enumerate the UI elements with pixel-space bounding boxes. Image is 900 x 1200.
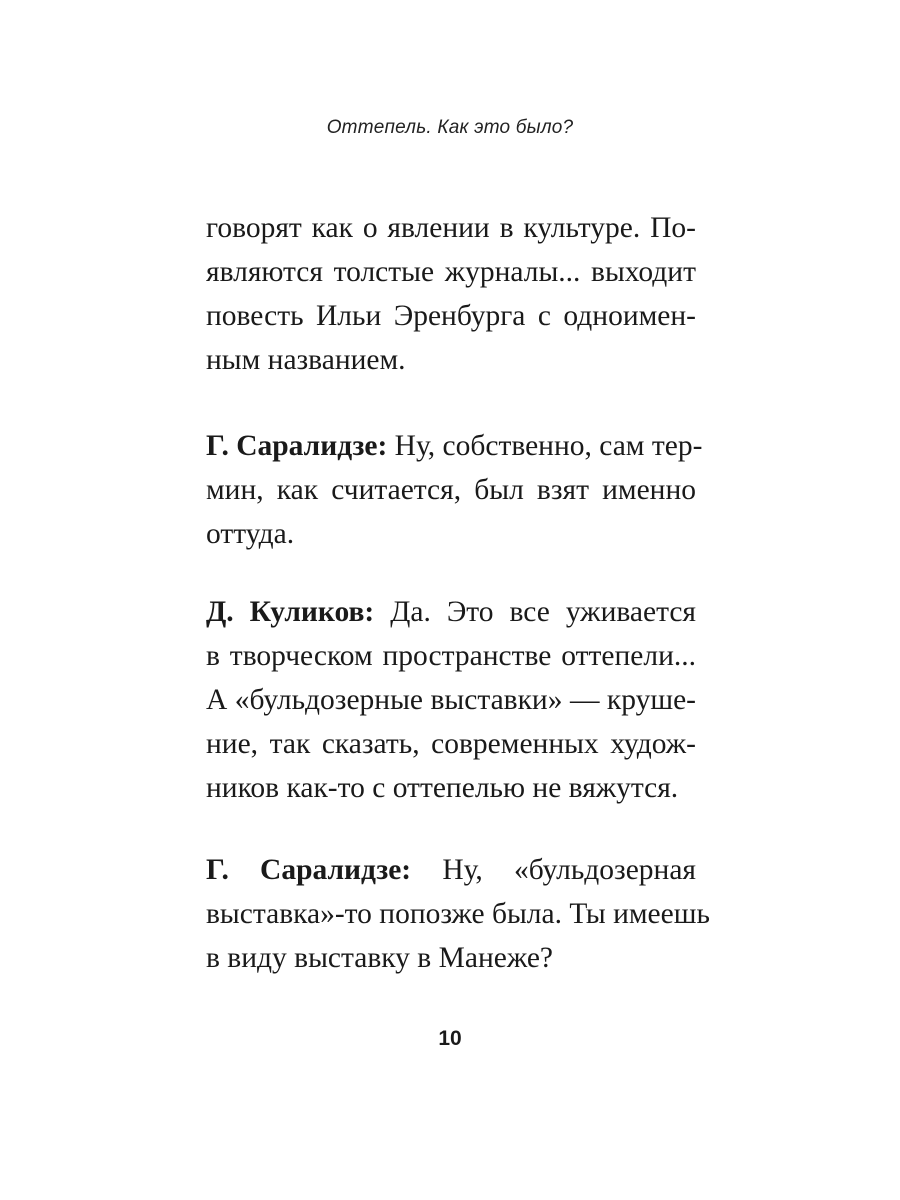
text-line: говорят как о явлении в культуре. По- [206,212,696,244]
speaker-name: Г. Саралидзе: [206,854,412,886]
text-line [206,590,696,634]
speaker-name: Д. Куликов: [206,596,375,628]
speech-text: Ну, собственно, сам тер- [387,430,703,462]
dialogue-paragraph [206,424,703,556]
text-line [206,424,703,468]
text-line: А «бульдозерные выставки» — круше- [206,684,696,716]
text-line: ников как-то с оттепелью не вяжутся. [206,772,679,804]
dialogue-paragraph [206,848,710,980]
text-line: повесть Ильи Эренбурга с одноимен- [206,300,696,332]
speech-text: Ну, «бульдозерная [411,854,696,886]
speech-text: Да. Это все уживается [374,596,696,628]
speaker-name: Г. Саралидзе: [206,430,388,462]
text-line: оттуда. [206,518,295,550]
text-line: в творческом пространстве оттепели... [206,640,696,672]
text-line: в виду выставку в Манеже? [206,942,553,974]
page-number: 10 [438,1027,462,1050]
text-line: выставка»-то попозже была. Ты имеешь [206,898,710,930]
text-line: мин, как считается, был взят именно [206,474,696,506]
text-line: являются толстые журналы... выходит [206,256,696,288]
dialogue-paragraph [206,590,696,810]
running-header: Оттепель. Как это было? [326,117,574,138]
text-line: ние, так сказать, современных худож- [206,728,696,760]
paragraph-continuation [206,206,696,382]
text-line [206,848,696,892]
text-line: ным названием. [206,344,406,376]
